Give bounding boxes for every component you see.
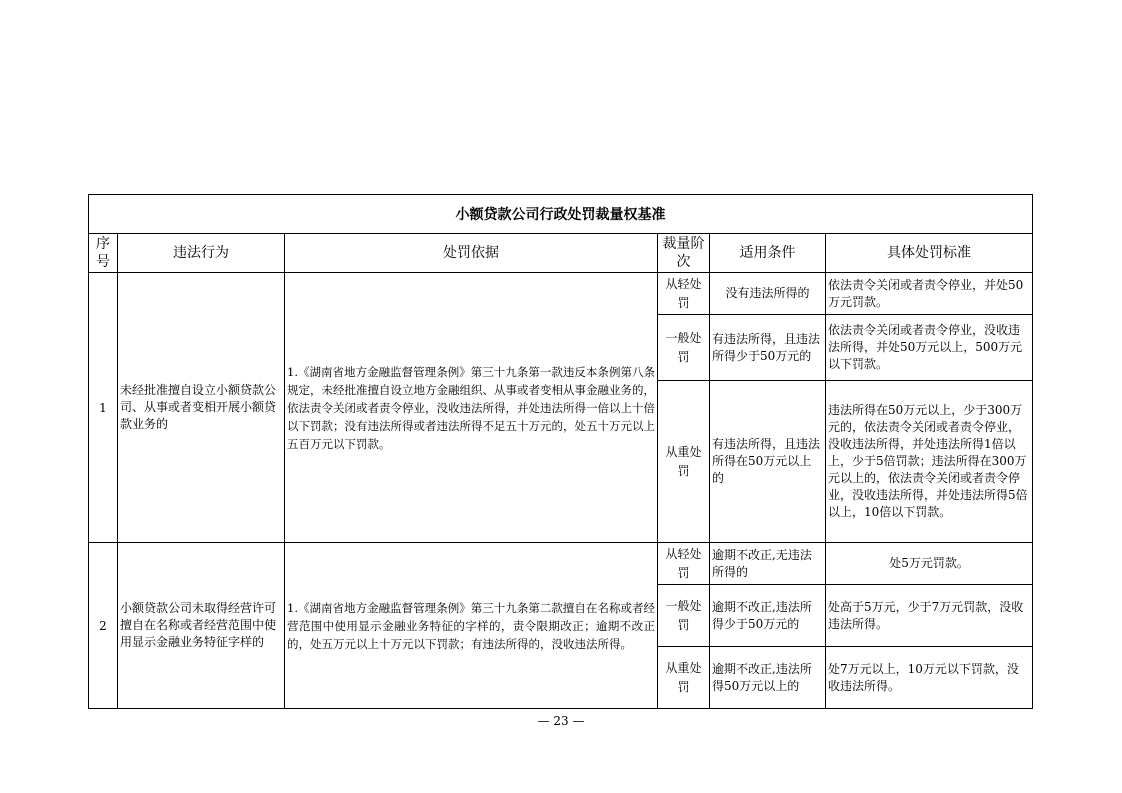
table-row (89, 273, 1033, 315)
page-number: — 23 — (537, 714, 585, 728)
condition-light: 没有违法所得的 (710, 273, 826, 315)
header-row (89, 234, 1033, 273)
penalty-basis: 1.《湖南省地方金融监督管理条例》第三十九条第一款违反本条例第八条规定，未经批准擅自设立地方金融组织、从事或者变相从事金融业务的，依法责令关闭或者责令停业，没收违法所得，并处违法所得一倍以上十倍以下罚款；没有违法所得或者违法所得不足五十万元的，处五十万元以上五百万元以下罚款。 (285, 273, 658, 543)
header-level: 裁量阶次 (658, 234, 710, 273)
level-light: 从轻处罚 (658, 543, 710, 585)
level-heavy: 从重处罚 (658, 647, 710, 709)
condition-general: 有违法所得，且违法所得少于50万元的 (710, 315, 826, 381)
condition-heavy: 逾期不改正,违法所得50万元以上的 (710, 647, 826, 709)
standard-light: 处5万元罚款。 (826, 543, 1033, 585)
violation-act: 未经批准擅自设立小额贷款公司、从事或者变相开展小额贷款业务的 (118, 273, 285, 543)
standard-general: 处高于5万元，少于7万元罚款，没收违法所得。 (826, 585, 1033, 647)
standard-heavy: 违法所得在50万元以上，少于300万元的，依法责令关闭或者责令停业，没收违法所得，并处违法所得1倍以上，少于5倍罚款；违法所得在300万元以上的，依法责令关闭或者责令停业，没收违法所得，并处违法所得5倍以上，10倍以下罚款。 (826, 381, 1033, 543)
level-light: 从轻处罚 (658, 273, 710, 315)
condition-light: 逾期不改正,无违法所得的 (710, 543, 826, 585)
level-heavy: 从重处罚 (658, 381, 710, 543)
violation-act: 小额贷款公司未取得经营许可擅自在名称或者经营范围中使用显示金融业务特征字样的 (118, 543, 285, 709)
level-general: 一般处罚 (658, 585, 710, 647)
row-number: 2 (89, 543, 118, 709)
penalty-basis: 1.《湖南省地方金融监督管理条例》第三十九条第二款擅自在名称或者经营范围中使用显示金融业务特征的字样的，责令限期改正；逾期不改正的，处五万元以上十万元以下罚款；有违法所得的，没收违法所得。 (285, 543, 658, 709)
header-condition: 适用条件 (710, 234, 826, 273)
penalty-table (88, 194, 1033, 709)
standard-heavy: 处7万元以上，10万元以下罚款，没收违法所得。 (826, 647, 1033, 709)
standard-general: 依法责令关闭或者责令停业，没收违法所得，并处50万元以上，500万元以下罚款。 (826, 315, 1033, 381)
condition-general: 逾期不改正,违法所得少于50万元的 (710, 585, 826, 647)
header-no: 序号 (89, 234, 118, 273)
standard-light: 依法责令关闭或者责令停业，并处50万元罚款。 (826, 273, 1033, 315)
level-general: 一般处罚 (658, 315, 710, 381)
table-title: 小额贷款公司行政处罚裁量权基准 (89, 195, 1033, 234)
condition-heavy: 有违法所得，且违法所得在50万元以上的 (710, 381, 826, 543)
header-basis: 处罚依据 (285, 234, 658, 273)
header-standard: 具体处罚标准 (826, 234, 1033, 273)
row-number: 1 (89, 273, 118, 543)
table-row (89, 543, 1033, 585)
header-act: 违法行为 (118, 234, 285, 273)
